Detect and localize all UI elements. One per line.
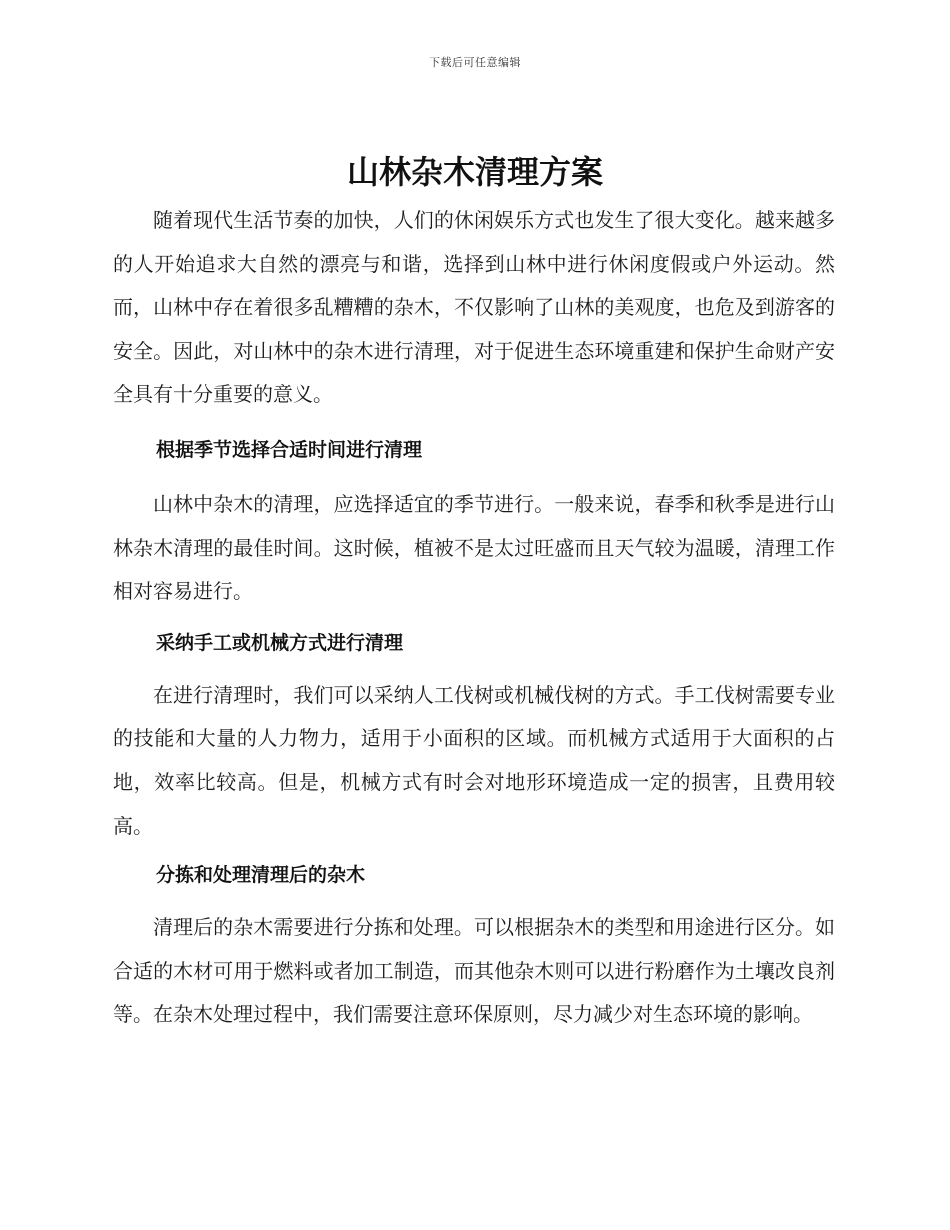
- document-title: 山林杂木清理方案: [346, 153, 603, 191]
- document-body: [113, 199, 835, 1037]
- section-paragraph-processing: 清理后的杂木需要进行分拣和处理。可以根据杂木的类型和用途进行区分。如合适的木材可用于燃料或者加工制造，而其他杂木则可以进行粉磨作为土壤改良剂等。在杂木处理过程中，我们需要注意环保原则，尽力减少对生态环境的影响。: [113, 915, 835, 1027]
- section-paragraph-season: 山林中杂木的清理，应选择适宜的季节进行。一般来说，春季和秋季是进行山林杂木清理的最佳时间。这时候，植被不是太过旺盛而且天气较为温暖，清理工作相对容易进行。: [113, 491, 835, 604]
- section-paragraph-method: 在进行清理时，我们可以采纳人工伐树或机械伐树的方式。手工伐树需要专业的技能和大量的人力物力，适用于小面积的区域。而机械方式适用于大面积的占地，效率比较高。但是，机械方式有时会对地形环境造成一定的损害，且费用较高。: [113, 682, 835, 838]
- section-heading-processing: 分拣和处理清理后的杂木: [156, 864, 366, 887]
- intro-paragraph: 随着现代生活节奏的加快，人们的休闲娱乐方式也发生了很大变化。越来越多的人开始追求大自然的漂亮与和谐，选择到山林中进行休闲度假或户外运动。然而，山林中存在着很多乱糟糟的杂木，不仅影响了山林的美观度，也危及到游客的安全。因此，对山林中的杂木进行清理，对于促进生态环境重建和保护生命财产安全具有十分重要的意义。: [113, 208, 835, 407]
- page-header-note: 下载后可任意编辑: [429, 56, 521, 69]
- section-heading-season: 根据季节选择合适时间进行清理: [156, 438, 423, 461]
- section-heading-method: 采纳手工或机械方式进行清理: [156, 631, 404, 654]
